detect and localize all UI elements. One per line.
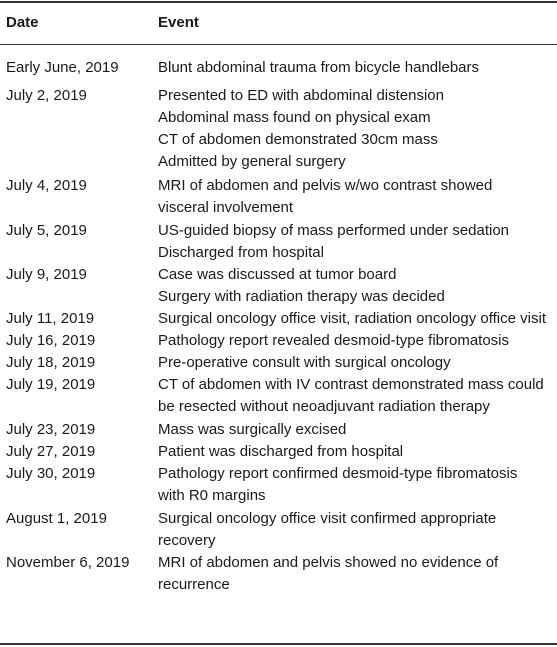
- event-line: recovery: [158, 532, 216, 549]
- row-date: July 23, 2019: [6, 421, 96, 438]
- row-event: [158, 308, 553, 330]
- event-line: Admitted by general surgery: [158, 153, 346, 170]
- row-event: [158, 441, 553, 463]
- event-line: Blunt abdominal trauma from bicycle handlebars: [158, 59, 479, 76]
- row-date: July 18, 2019: [6, 354, 96, 371]
- event-line: MRI of abdomen and pelvis w/wo contrast showed: [158, 177, 493, 194]
- event-line: CT of abdomen demonstrated 30cm mass: [158, 131, 438, 148]
- row-date: July 30, 2019: [6, 465, 96, 482]
- event-line: Presented to ED with abdominal distension: [158, 87, 444, 104]
- row-date: July 5, 2019: [6, 222, 87, 239]
- table-top-rule: [0, 1, 557, 3]
- row-event: [158, 374, 553, 418]
- event-line: visceral involvement: [158, 199, 294, 216]
- row-event: [158, 175, 553, 219]
- row-date: August 1, 2019: [6, 510, 107, 527]
- row-date: July 9, 2019: [6, 266, 87, 283]
- header-date: Date: [6, 14, 39, 31]
- event-line: Discharged from hospital: [158, 244, 324, 261]
- event-line: be resected without neoadjuvant radiation therapy: [158, 398, 490, 415]
- row-date: July 19, 2019: [6, 376, 96, 393]
- event-line: Mass was surgically excised: [158, 421, 347, 438]
- row-event: [158, 57, 553, 79]
- row-date: July 27, 2019: [6, 443, 96, 460]
- event-line: Patient was discharged from hospital: [158, 443, 404, 460]
- row-event: [158, 552, 553, 596]
- event-line: Surgical oncology office visit confirmed appropriate: [158, 510, 497, 527]
- row-date: July 4, 2019: [6, 177, 87, 194]
- event-line: US-guided biopsy of mass performed under sedation: [158, 222, 510, 239]
- header-rule: [0, 44, 557, 45]
- row-date: July 16, 2019: [6, 332, 96, 349]
- row-event: [158, 419, 553, 441]
- event-line: Pre-operative consult with surgical oncology: [158, 354, 451, 371]
- row-event: [158, 463, 553, 507]
- event-line: recurrence: [158, 576, 230, 593]
- event-line: Surgical oncology office visit, radiation oncology office visit: [158, 310, 546, 327]
- event-line: with R0 margins: [158, 487, 266, 504]
- event-line: MRI of abdomen and pelvis showed no evidence of: [158, 554, 499, 571]
- row-date: July 11, 2019: [6, 310, 95, 327]
- event-line: Pathology report confirmed desmoid-type fibromatosis: [158, 465, 518, 482]
- event-line: Abdominal mass found on physical exam: [158, 109, 431, 126]
- row-date: Early June, 2019: [6, 59, 119, 76]
- row-event: [158, 508, 553, 552]
- event-line: Case was discussed at tumor board: [158, 266, 397, 283]
- header-event: Event: [158, 14, 199, 31]
- row-event: [158, 85, 553, 173]
- row-date: July 2, 2019: [6, 87, 87, 104]
- row-event: [158, 352, 553, 374]
- table-bottom-rule: [0, 643, 557, 645]
- row-event: [158, 220, 553, 264]
- row-event: [158, 264, 553, 308]
- event-line: Surgery with radiation therapy was decided: [158, 288, 445, 305]
- event-line: CT of abdomen with IV contrast demonstrated mass could: [158, 376, 544, 393]
- row-date: November 6, 2019: [6, 554, 130, 571]
- event-line: Pathology report revealed desmoid-type fibromatosis: [158, 332, 510, 349]
- row-event: [158, 330, 553, 352]
